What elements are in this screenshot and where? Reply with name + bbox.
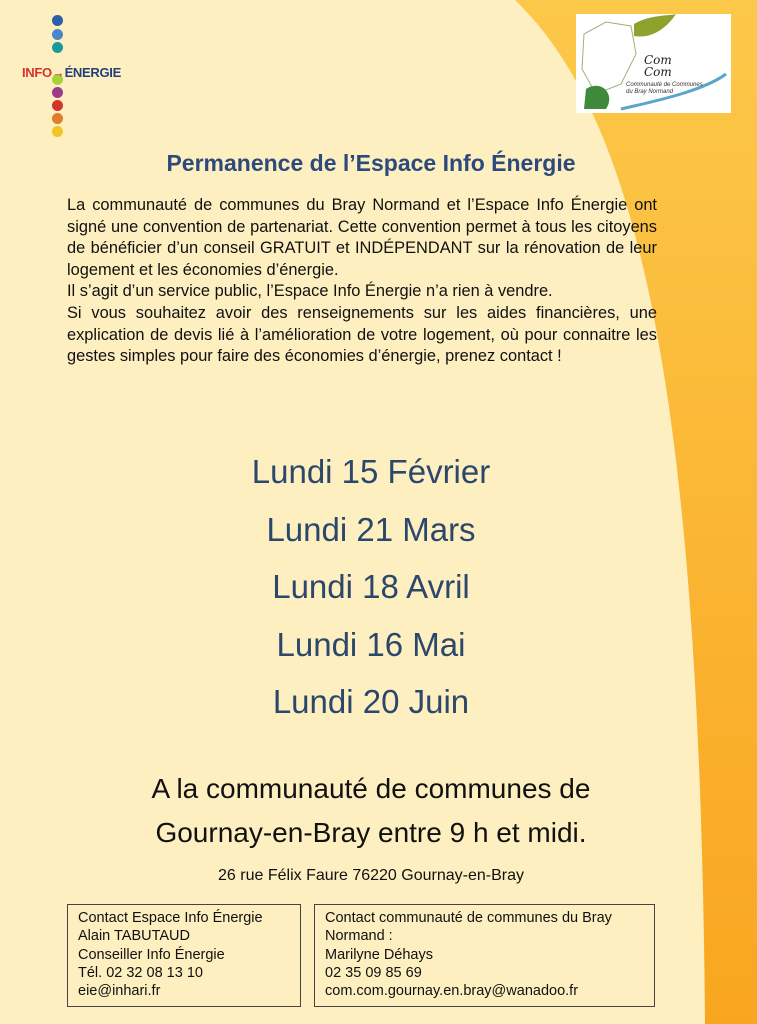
contact-phone: 02 35 09 85 69 (325, 964, 422, 981)
logo-subtitle: Communauté de Communes du Bray Normand (626, 82, 703, 95)
logo-text-energie: ÉNERGIE (64, 65, 121, 80)
intro-text (67, 195, 657, 368)
logo-text-info: INFO (22, 65, 52, 80)
house-icon (52, 100, 63, 111)
logo-text: Com (644, 65, 672, 79)
comcom-logo (576, 14, 731, 113)
contact-line: Contact Espace Info Énergie (78, 910, 263, 926)
contact-line: Contact communauté de communes du Bray (325, 910, 612, 926)
paragraph: La communauté de communes du Bray Normand et l’Espace Info Énergie ont signé une convention de partenariat. Cette convention permet à tous les citoyens de bénéficier d’un conseil GRATUIT et INDÉPENDANT sur la rénovation de leur logement et les économies d’énergie. (67, 196, 657, 279)
contact-line: Conseiller Info Énergie (78, 946, 225, 963)
contact-line: Alain TABUTAUD (78, 928, 190, 945)
paragraph: Il s’agit d’un service public, l’Espace Info Énergie n’a rien à vendre. (67, 282, 553, 301)
walker-icon (52, 126, 63, 137)
location-line: A la communauté de communes de (151, 773, 591, 804)
location-line: Gournay-en-Bray entre 9 h et midi. (155, 817, 587, 848)
location (0, 767, 742, 855)
info-energie-logo (10, 12, 140, 142)
contact-line: Normand : (325, 928, 393, 945)
plant-icon (52, 87, 63, 98)
date-item: Lundi 18 Avril (272, 568, 470, 605)
paragraph: Si vous souhaitez avoir des renseignements sur les aides financières, une explication de devis lié à l’amélioration de votre logement, où pour connaitre les gestes simples pour faire des économies d’énergie, prenez contact ! (67, 303, 657, 366)
circle-icon (52, 42, 63, 53)
circle-icon (52, 29, 63, 40)
contact-phone: Tél. 02 32 08 13 10 (78, 964, 203, 981)
logo-text: Com (644, 53, 672, 67)
globe-icon (52, 15, 63, 26)
date-item: Lundi 16 Mai (276, 625, 466, 663)
contact-email: eie@inhari.fr (78, 983, 161, 1000)
contact-email: com.com.gournay.en.bray@wanadoo.fr (325, 983, 579, 1000)
page-title: Permanence de l’Espace Info Énergie (166, 150, 576, 176)
contact-box-comcom (314, 904, 655, 1007)
date-item: Lundi 20 Juin (272, 683, 470, 720)
arrow-icon: → (51, 65, 65, 80)
car-icon (52, 113, 63, 124)
dates-list (0, 443, 742, 731)
date-item: Lundi 21 Mars (266, 510, 476, 548)
date-item: Lundi 15 Février (251, 453, 491, 490)
contact-line: Marilyne Déhays (325, 946, 433, 963)
contact-box-info-energie (67, 904, 301, 1007)
address: 26 rue Félix Faure 76220 Gournay-en-Bray (218, 867, 524, 884)
